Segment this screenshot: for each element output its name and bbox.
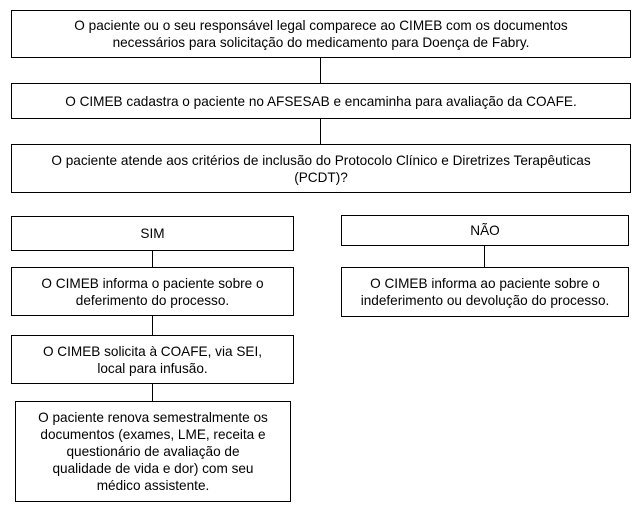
label-no — [341, 215, 629, 246]
decision-pcdt-criteria-text: O paciente atende aos critérios de inclusão do Protocolo Clínico e Diretrizes Terapêuticas (PCDT)? — [51, 152, 591, 185]
step-yes-inform-approval — [11, 267, 294, 316]
connector-step2-question — [320, 118, 321, 145]
connector-no-branch — [484, 245, 485, 268]
connector-step1-step2 — [320, 57, 321, 84]
label-yes — [11, 216, 294, 251]
step-yes-inform-approval-text: O CIMEB informa o paciente sobre o deferimento do processo. — [41, 275, 264, 308]
step-yes-renew-documents — [15, 401, 291, 502]
step-yes-request-infusion-text: O CIMEB solicita à COAFE, via SEI, local para infusão. — [42, 343, 263, 376]
step-yes-request-infusion — [11, 335, 294, 384]
step-arrive-cimeb — [11, 10, 631, 58]
label-yes-text: SIM — [140, 226, 165, 241]
step-no-inform-rejection-text: O CIMEB informa ao paciente sobre o indeferimento ou devolução do processo. — [360, 276, 610, 308]
label-no-text: NÃO — [470, 223, 500, 238]
decision-pcdt-criteria — [11, 144, 631, 193]
connector-yes-step1-step2 — [152, 315, 153, 336]
connector-yes-branch — [152, 250, 153, 268]
connector-yes-step2-step3 — [152, 383, 153, 402]
step-no-inform-rejection — [341, 267, 629, 317]
step-register-afsesab-text: O CIMEB cadastra o paciente no AFSESAB e encaminha para avaliação da COAFE. — [65, 93, 577, 109]
step-arrive-cimeb-text: O paciente ou o seu responsável legal comparece ao CIMEB com os documentos necessários para solicitação do medicamento para Doença de Fabry. — [74, 18, 568, 50]
step-yes-renew-documents-text: O paciente renova semestralmente os documentos (exames, LME, receita e questionário de avaliação de qualidade de vida e dor) com seu médico assistente. — [38, 410, 268, 493]
step-register-afsesab — [11, 83, 631, 119]
